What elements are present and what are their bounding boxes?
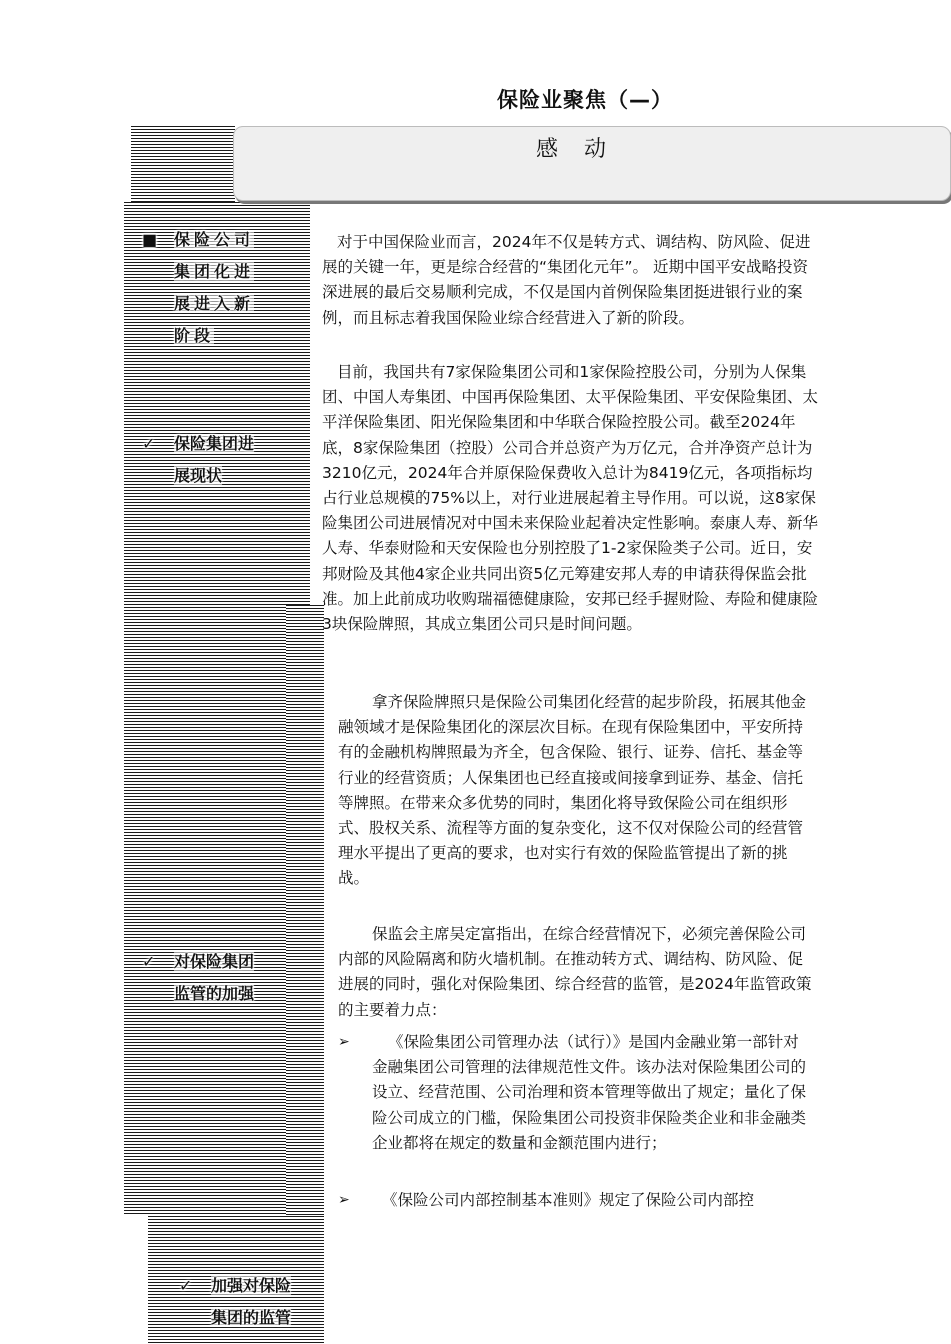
sidebar-item-label: 保险集团进展现状 [174, 434, 255, 485]
stripe-block-mid [286, 202, 310, 605]
section-header-box [233, 126, 951, 201]
checkmark-icon: ✓ [142, 952, 156, 971]
checkmark-icon: ✓ [179, 1276, 193, 1295]
sidebar-item-label: 对保险集团监管的加强 [174, 952, 255, 1003]
paragraph-supervision: 保监会主席吴定富指出，在综合经营情况下，必须完善保险公司内部的风险隔离和防火墙机制。在推动转方式、调结构、防风险、促进展的同时，强化对保险集团、综合经营的监管，是2024年监管政策的主要着力点： [338, 925, 812, 1019]
paragraph-status: 目前，我国共有7家保险集团公司和1家保险控股公司，分别为人保集团、中国人寿集团、中国再保险集团、太平保险集团、平安保险集团、太平洋保险集团、阳光保险集团和中华联合保险控股公司。截至2024年底，8家保险集团（控股）公司合并总资产为万亿元，合并净资产总计为3210亿元，2024年合并原保险保费收入总计为8419亿元，各项指标均占行业总规模的75%以上，对行业进展起着主导作用。可以说，这8家保险集团公司进展情况对中国未来保险业起着决定性影响。泰康人寿、新华人寿、华泰财险和天安保险也分别控股了1-2家保险类子公司。近日，安邦财险及其他4家企业共同出资5亿元筹建安邦人寿的申请获得保监会批准。加上此前成功收购瑞福德健康险，安邦已经手握财险、寿险和健康险3块保险牌照，其成立集团公司只是时间问题。 [322, 363, 819, 634]
arrow-bullet-icon: ➢ [338, 1034, 350, 1050]
stripe-block-right [286, 605, 324, 1216]
section-heading: 感 动 [535, 137, 608, 162]
sidebar-item-label: 加强对保险集团的监管 [211, 1276, 292, 1327]
sidebar-item-group-supervision [142, 946, 266, 1010]
sidebar-item-label: 保险公司集团化进展进入新阶段 [174, 230, 255, 345]
paragraph-licenses: 拿齐保险牌照只是保险公司集团化经营的起步阶段，拓展其他金融领域才是保险集团化的深层次目标。在现有保险集团中，平安所持有的金融机构牌照最为齐全，包含保险、银行、证券、信托、基金等行业的经营资质；人保集团也已经直接或间接拿到证券、基金、信托等牌照。在带来众多优势的同时，集团化将导致保险公司在组织形式、股权关系、流程等方面的复杂变化，这不仅对保险公司的经营管理水平提出了更高的要求，也对实行有效的保险监管提出了新的挑战。 [338, 693, 807, 888]
paragraph-intro: 对于中国保险业而言，2024年不仅是转方式、调结构、防风险、促进展的关键一年，更是综合经营的“集团化元年”。 近期中国平安战略投资深进展的最后交易顺利完成，不仅是国内首例保险集团挺进银行业的案例，而且标志着我国保险业综合经营进入了新的阶段。 [322, 233, 811, 327]
stripe-block-left [124, 202, 286, 1216]
sidebar-item-group-stage [142, 224, 266, 352]
bullet-group-measures [338, 1030, 812, 1156]
checkmark-icon: ✓ [142, 434, 156, 453]
sidebar-item-group-status [142, 428, 266, 492]
stripe-block-top [131, 126, 235, 202]
sidebar-item-strengthen-supervision [179, 1270, 303, 1344]
square-bullet-icon: ■ [142, 230, 162, 249]
bullet-text: 《保险集团公司管理办法（试行）》是国内金融业第一部针对金融集团公司管理的法律规范性文件。该办法对保险集团公司的设立、经营范围、公司治理和资本管理等做出了规定；量化了保险公司成立的门槛，保险集团公司投资非保险类企业和非金融类企业都将在规定的数量和金额范围内进行； [372, 1033, 807, 1152]
bullet-text: 《保险公司内部控制基本准则》规定了保险公司内部控 [382, 1191, 755, 1209]
page-title: 保险业聚焦（—） [497, 88, 673, 112]
arrow-bullet-icon: ➢ [338, 1192, 350, 1208]
bullet-internal-control [338, 1188, 822, 1213]
